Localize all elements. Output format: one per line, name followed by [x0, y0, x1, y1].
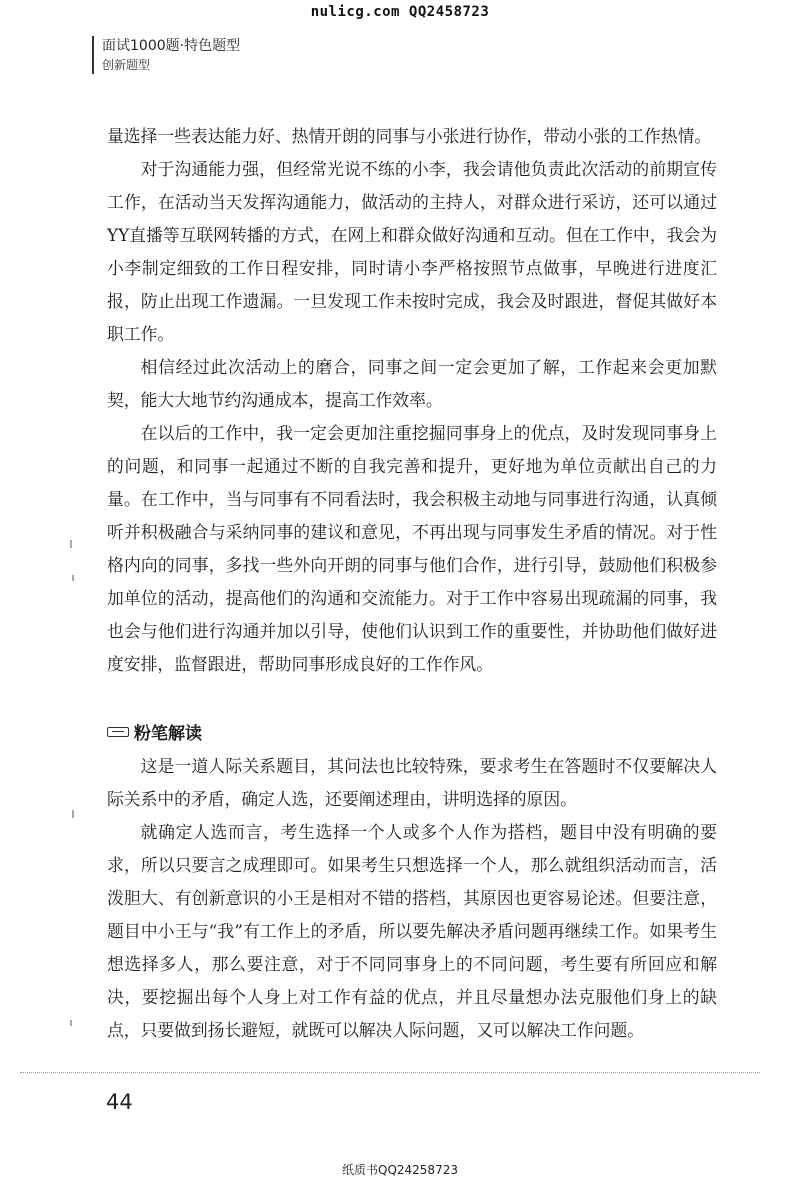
- body-paragraph: 量选择一些表达能力好、热情开朗的同事与小张进行协作，带动小张的工作热情。: [107, 126, 712, 146]
- top-watermark: nulicg.com QQ2458723: [310, 4, 490, 20]
- body-paragraph: 在以后的工作中，我一定会更加注重挖掘同事身上的优点，及时发现同事身上的问题，和同事一起通过不断的自我完善和提升，更好地为单位贡献出自己的力量。在工作中，当与同事有不同看法时，我会积极主动地与同事进行沟通，认真倾听并积极融合与采纳同事的建议和意见，不再出现与同事发生矛盾的情况。对于性格内向的同事，多找一些外向开朗的同事与他们合作，进行引导，鼓励他们积极参加单位的活动，提高他们的沟通和交流能力。对于工作中容易出现疏漏的同事，我也会与他们进行沟通并加以引导，使他们认识到工作的重要性，并协助他们做好进度安排，监督跟进，帮助同事形成良好的工作作风。: [107, 423, 717, 674]
- body-paragraph: 相信经过此次活动上的磨合，同事之间一定会更加了解，工作起来会更加默契，能大大地节约沟通成本，提高工作效率。: [107, 357, 717, 410]
- book-series-title: 面试1000题·特色题型: [102, 38, 241, 54]
- body-paragraph: 对于沟通能力强，但经常光说不练的小李，我会请他负责此次活动的前期宣传工作，在活动当天发挥沟通能力，做活动的主持人，对群众进行采访，还可以通过YY直播等互联网转播的方式，在网上和群众做好沟通和互动。但在工作中，我会为小李制定细致的工作日程安排，同时请小李严格按照节点做事，早晚进行进度汇报，防止出现工作遗漏。一旦发现工作未按时完成，我会及时跟进，督促其做好本职工作。: [107, 159, 717, 344]
- page-number: 44: [106, 1090, 133, 1114]
- scan-artifact: [70, 1020, 72, 1026]
- scan-artifact: [70, 540, 72, 548]
- chalk-icon: [107, 727, 129, 737]
- running-head: [92, 36, 240, 74]
- footer-divider: [20, 1072, 760, 1073]
- commentary-heading: [107, 715, 717, 748]
- bottom-watermark: 纸质书QQ24258723: [342, 1163, 458, 1177]
- section-title: 创新题型: [102, 58, 151, 72]
- commentary-paragraph: 就确定人选而言，考生选择一个人或多个人作为搭档，题目中没有明确的要求，所以只要言之成理即可。如果考生只想选择一个人，那么就组织活动而言，活泼胆大、有创新意识的小王是相对不错的搭档，其原因也更容易论述。但要注意，题目中小王与“我”有工作上的矛盾，所以要先解决矛盾问题再继续工作。如果考生想选择多人，那么要注意，对于不同同事身上的不同问题，考生要有所回应和解决，要挖掘出每个人身上对工作有益的优点，并且尽量想办法克服他们身上的缺点，只要做到扬长避短，就既可以解决人际问题，又可以解决工作问题。: [107, 822, 717, 1040]
- scan-artifact: [72, 810, 74, 818]
- scan-artifact: [72, 575, 74, 581]
- commentary-paragraph: 这是一道人际关系题目，其问法也比较特殊，要求考生在答题时不仅要解决人际关系中的矛盾，确定人选，还要阐述理由，讲明选择的原因。: [107, 756, 717, 809]
- page-content: [107, 120, 717, 1047]
- commentary-heading-text: 粉笔解读: [134, 724, 202, 744]
